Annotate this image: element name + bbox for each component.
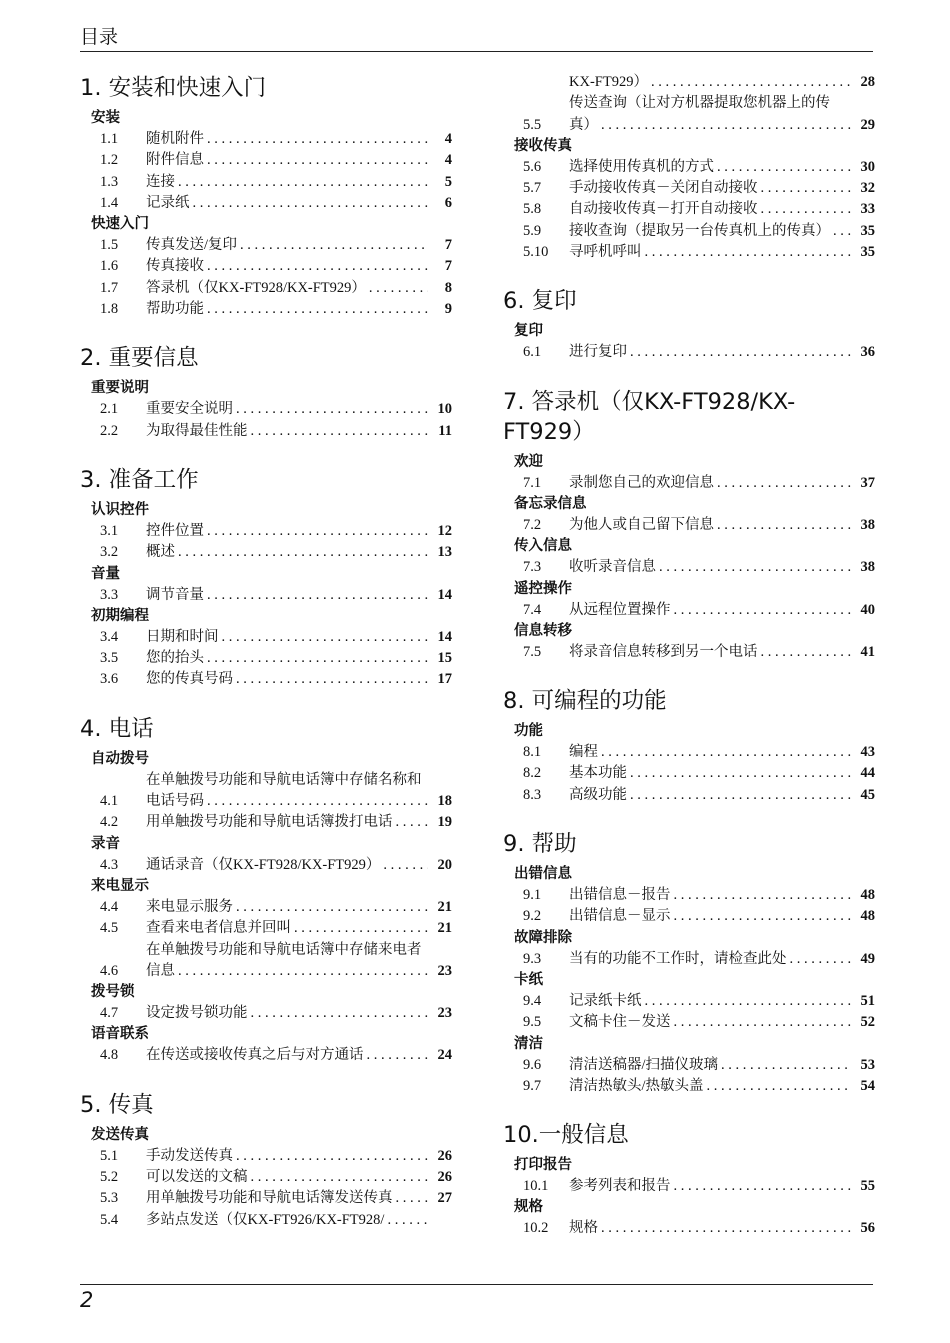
entry-page-number: 21 xyxy=(428,897,452,918)
entry-title[interactable]: 随机附件 . . . xyxy=(146,129,428,150)
toc-entry[interactable] xyxy=(80,521,452,542)
toc-entry[interactable] xyxy=(80,1003,452,1024)
entry-title[interactable]: 清洁热敏头/热敏头盖 . . . xyxy=(569,1076,851,1097)
entry-title[interactable]: 基本功能 . . . xyxy=(569,763,851,784)
entry-title[interactable]: 当有的功能不工作时，请检查此处 . . . xyxy=(569,949,851,970)
toc-chapter xyxy=(80,456,452,691)
entry-title[interactable]: 出错信息－报告 . . . xyxy=(569,885,851,906)
entry-title[interactable]: 调节音量 . . . xyxy=(146,585,428,606)
entry-page-number: 38 xyxy=(851,557,875,578)
toc-entry[interactable] xyxy=(503,949,875,970)
footer-rule xyxy=(80,1284,873,1285)
toc-entry[interactable] xyxy=(503,763,875,784)
toc-entry[interactable] xyxy=(80,1188,452,1209)
entry-title[interactable]: 为取得最佳性能 . . . xyxy=(146,421,428,442)
toc-entry[interactable] xyxy=(503,991,875,1012)
entry-number: 9.2 xyxy=(523,908,542,925)
entry-number: 9.5 xyxy=(523,1014,542,1031)
entry-number: 8.3 xyxy=(523,786,542,803)
toc-chapter xyxy=(80,334,452,442)
toc-entry[interactable] xyxy=(80,1167,452,1188)
entry-page-number: 23 xyxy=(428,961,452,982)
entry-title[interactable]: 您的传真号码 . . . xyxy=(146,669,428,690)
entry-title[interactable]: 规格 . . . xyxy=(569,1218,851,1239)
entry-title[interactable]: 出错信息－显示 . . . xyxy=(569,906,851,927)
entry-number: 5.3 xyxy=(100,1190,119,1207)
entry-number: 5.4 xyxy=(100,1211,119,1228)
entry-page-number: 8 xyxy=(428,278,452,299)
toc-entry[interactable] xyxy=(80,421,452,442)
toc-entry[interactable] xyxy=(503,1176,875,1197)
entry-number: 1.2 xyxy=(100,152,119,169)
toc-entry[interactable] xyxy=(80,299,452,320)
toc-entry[interactable] xyxy=(80,812,452,833)
entry-title[interactable]: 寻呼机呼叫 . . . xyxy=(569,242,851,263)
entry-number: 1.3 xyxy=(100,173,119,190)
toc-entry[interactable] xyxy=(80,627,452,648)
entry-title[interactable]: 清洁送稿器/扫描仪玻璃 . . . xyxy=(569,1055,851,1076)
toc-chapter xyxy=(503,1111,875,1240)
entry-title[interactable]: 设定拨号锁功能 . . . xyxy=(146,1003,428,1024)
entry-title[interactable]: 连接 . . . xyxy=(146,172,428,193)
toc-entry[interactable] xyxy=(80,256,452,277)
toc-entry[interactable] xyxy=(80,150,452,171)
toc-entry[interactable] xyxy=(503,72,875,93)
entry-page-number: 24 xyxy=(428,1045,452,1066)
entry-title[interactable]: 您的抬头 . . . xyxy=(146,648,428,669)
entry-number: 8.2 xyxy=(523,765,542,782)
entry-page-number: 21 xyxy=(428,918,452,939)
entry-page-number: 40 xyxy=(851,600,875,621)
entry-number: 4.7 xyxy=(100,1005,119,1022)
entry-number: 5.7 xyxy=(523,180,542,197)
section-heading: 音量 xyxy=(91,565,120,582)
entry-page-number: 23 xyxy=(428,1003,452,1024)
entry-number: 10.2 xyxy=(523,1220,549,1237)
toc-entry[interactable] xyxy=(80,1045,452,1066)
chapter-title: 6. 复印 xyxy=(503,288,577,315)
toc-chapter xyxy=(503,72,875,263)
entry-page-number: 38 xyxy=(851,515,875,536)
entry-number: 7.5 xyxy=(523,643,542,660)
toc-entry[interactable] xyxy=(503,199,875,220)
section-heading: 规格 xyxy=(514,1199,543,1216)
entry-number: 9.1 xyxy=(523,887,542,904)
entry-number: 4.1 xyxy=(100,793,119,810)
entry-number: 3.4 xyxy=(100,628,119,645)
entry-number: 5.1 xyxy=(100,1147,119,1164)
entry-page-number: 51 xyxy=(851,991,875,1012)
entry-page-number: 18 xyxy=(428,791,452,812)
chapter-title: 1. 安装和快速入门 xyxy=(80,75,267,101)
entry-number: 1.4 xyxy=(100,194,119,211)
entry-title[interactable]: 高级功能 . . . xyxy=(569,785,851,806)
entry-title[interactable]: 将录音信息转移到另一个电话 . . . xyxy=(569,642,851,663)
entry-title[interactable]: 手动接收传真－关闭自动接收 . . . xyxy=(569,178,851,199)
section-heading: 认识控件 xyxy=(91,501,149,518)
section-heading: 自动拨号 xyxy=(91,750,149,767)
entry-page-number: 35 xyxy=(851,242,875,263)
toc-entry[interactable] xyxy=(80,897,452,918)
entry-page-number: 48 xyxy=(851,906,875,927)
toc-entry[interactable] xyxy=(503,93,875,136)
entry-title[interactable]: 来电显示服务 . . . xyxy=(146,897,428,918)
entry-page-number: 15 xyxy=(428,648,452,669)
entry-page-number: 36 xyxy=(851,342,875,363)
entry-title[interactable]: 用单触拨号功能和导航电话簿发送传真 . . . xyxy=(146,1188,428,1209)
toc-entry[interactable] xyxy=(80,1210,452,1231)
entry-number: 7.2 xyxy=(523,516,542,533)
section-heading: 信息转移 xyxy=(514,622,572,639)
entry-page-number: 43 xyxy=(851,742,875,763)
entry-page-number: 28 xyxy=(851,72,875,93)
entry-number: 4.2 xyxy=(100,814,119,831)
section-heading: 故障排除 xyxy=(514,929,572,946)
entry-title[interactable]: 传送查询（让对方机器提取您机器上的传真） . . . xyxy=(569,93,851,136)
entry-number: 9.6 xyxy=(523,1056,542,1073)
toc-entry[interactable] xyxy=(80,399,452,420)
entry-number: 5.8 xyxy=(523,201,542,218)
toc-entry[interactable] xyxy=(80,855,452,876)
toc-entry[interactable] xyxy=(80,669,452,690)
entry-page-number: 48 xyxy=(851,885,875,906)
section-heading: 欢迎 xyxy=(514,453,543,470)
entry-number: 3.3 xyxy=(100,586,119,603)
toc-entry[interactable] xyxy=(80,542,452,563)
entry-page-number: 4 xyxy=(428,129,452,150)
entry-title[interactable]: 在传送或接收传真之后与对方通话 . . . xyxy=(146,1045,428,1066)
entry-number: 1.8 xyxy=(100,301,119,318)
toc-chapter xyxy=(80,705,452,1067)
entry-title[interactable]: 手动发送传真 . . . xyxy=(146,1146,428,1167)
entry-page-number: 27 xyxy=(428,1188,452,1209)
chapter-title: 5. 传真 xyxy=(80,1091,154,1118)
toc-entry[interactable] xyxy=(503,473,875,494)
section-heading: 出错信息 xyxy=(514,866,572,883)
entry-number: 4.6 xyxy=(100,962,119,979)
entry-title[interactable]: 通话录音（仅KX-FT928/KX-FT929） . . . xyxy=(146,855,428,876)
entry-page-number: 35 xyxy=(851,221,875,242)
entry-page-number: 11 xyxy=(428,421,452,442)
entry-page-number: 4 xyxy=(428,150,452,171)
toc-entry[interactable] xyxy=(80,193,452,214)
entry-page-number: 41 xyxy=(851,642,875,663)
chapter-title: 8. 可编程的功能 xyxy=(503,688,667,715)
toc-entry[interactable] xyxy=(503,242,875,263)
entry-page-number: 45 xyxy=(851,785,875,806)
toc-chapter xyxy=(80,64,452,320)
page-header-title: 目录 xyxy=(80,26,119,48)
section-heading: 功能 xyxy=(514,723,543,740)
entry-number: 2.2 xyxy=(100,422,119,439)
entry-number: 7.1 xyxy=(523,474,542,491)
entry-title[interactable]: 参考列表和报告 . . . xyxy=(569,1176,851,1197)
toc-column-right xyxy=(503,64,875,1254)
entry-number: 3.5 xyxy=(100,650,119,667)
entry-title[interactable]: 接收查询（提取另一台传真机上的传真） . . . xyxy=(569,221,851,242)
entry-title[interactable]: 在单触拨号功能和导航电话簿中存储名称和电话号码 . . . xyxy=(146,770,428,813)
section-heading: 初期编程 xyxy=(91,607,149,624)
toc-chapter xyxy=(503,677,875,806)
entry-number: 9.4 xyxy=(523,992,542,1009)
entry-number: 4.3 xyxy=(100,856,119,873)
entry-title[interactable]: 控件位置 . . . xyxy=(146,521,428,542)
entry-title[interactable]: 查看来电者信息并回叫 . . . xyxy=(146,918,428,939)
entry-page-number: 33 xyxy=(851,199,875,220)
entry-title[interactable]: 传真发送/复印 . . . xyxy=(146,235,428,256)
entry-title[interactable]: 进行复印 . . . xyxy=(569,342,851,363)
entry-number: 1.6 xyxy=(100,258,119,275)
toc-entry[interactable] xyxy=(80,918,452,939)
section-heading: 备忘录信息 xyxy=(514,495,587,512)
toc-entry[interactable] xyxy=(80,172,452,193)
entry-title[interactable]: 选择使用传真机的方式 . . . xyxy=(569,157,851,178)
section-heading: 来电显示 xyxy=(91,877,149,894)
toc-entry[interactable] xyxy=(503,342,875,363)
entry-page-number: 6 xyxy=(428,193,452,214)
entry-title[interactable]: 附件信息 . . . xyxy=(146,150,428,171)
page-number: 2 xyxy=(80,1288,94,1312)
entry-title[interactable]: 为他人或自己留下信息 . . . xyxy=(569,515,851,536)
section-heading: 复印 xyxy=(514,323,543,340)
entry-page-number: 20 xyxy=(428,855,452,876)
entry-title[interactable]: 重要安全说明 . . . xyxy=(146,399,428,420)
entry-number: 4.4 xyxy=(100,898,119,915)
entry-page-number: 9 xyxy=(428,299,452,320)
entry-page-number: 55 xyxy=(851,1176,875,1197)
toc-entry[interactable] xyxy=(503,221,875,242)
toc-entry[interactable] xyxy=(503,785,875,806)
entry-number: 3.1 xyxy=(100,522,119,539)
entry-title[interactable]: 收听录音信息 . . . xyxy=(569,557,851,578)
entry-title[interactable]: 概述 . . . xyxy=(146,542,428,563)
entry-number: 1.5 xyxy=(100,237,119,254)
toc-chapter xyxy=(503,277,875,363)
entry-page-number: 44 xyxy=(851,763,875,784)
toc-entry[interactable] xyxy=(503,557,875,578)
header-rule xyxy=(80,51,873,52)
entry-page-number: 56 xyxy=(851,1218,875,1239)
entry-title[interactable]: 可以发送的文稿 . . . xyxy=(146,1167,428,1188)
section-heading: 拨号锁 xyxy=(91,984,135,1001)
entry-title[interactable]: 传真接收 . . . xyxy=(146,256,428,277)
section-heading: 录音 xyxy=(91,835,120,852)
section-heading: 打印报告 xyxy=(514,1157,572,1174)
toc-entry[interactable] xyxy=(503,885,875,906)
toc-entry[interactable] xyxy=(503,906,875,927)
entry-page-number: 26 xyxy=(428,1167,452,1188)
entry-page-number: 7 xyxy=(428,256,452,277)
toc-entry[interactable] xyxy=(503,515,875,536)
entry-page-number: 19 xyxy=(428,812,452,833)
section-heading: 遥控操作 xyxy=(514,580,572,597)
entry-number: 5.6 xyxy=(523,158,542,175)
entry-title[interactable]: 录制您自己的欢迎信息 . . . xyxy=(569,473,851,494)
toc-chapter xyxy=(80,1081,452,1231)
entry-number: 7.4 xyxy=(523,601,542,618)
entry-number: 9.7 xyxy=(523,1077,542,1094)
entry-number: 5.5 xyxy=(523,116,542,133)
entry-number: 5.2 xyxy=(100,1169,119,1186)
chapter-title: 2. 重要信息 xyxy=(80,345,199,372)
section-heading: 发送传真 xyxy=(91,1126,149,1143)
entry-page-number: 13 xyxy=(428,542,452,563)
entry-number: 10.1 xyxy=(523,1178,549,1195)
entry-title[interactable]: 记录纸 . . . xyxy=(146,193,428,214)
entry-number: 3.2 xyxy=(100,544,119,561)
entry-page-number: 12 xyxy=(428,521,452,542)
entry-page-number: 26 xyxy=(428,1146,452,1167)
toc-entry[interactable] xyxy=(80,940,452,983)
entry-title[interactable]: 帮助功能 . . . xyxy=(146,299,428,320)
chapter-title: 9. 帮助 xyxy=(503,831,577,858)
entry-number: 7.3 xyxy=(523,559,542,576)
entry-title[interactable]: 多站点发送（仅KX-FT926/KX-FT928/ . . . xyxy=(146,1210,428,1231)
entry-page-number: 14 xyxy=(428,627,452,648)
toc-chapter xyxy=(503,378,875,663)
chapter-title: 10.一般信息 xyxy=(503,1122,629,1149)
section-heading: 快速入门 xyxy=(91,216,149,233)
toc-entry[interactable] xyxy=(503,1055,875,1076)
entry-title[interactable]: 自动接收传真－打开自动接收 . . . xyxy=(569,199,851,220)
entry-title[interactable]: 记录纸卡纸 . . . xyxy=(569,991,851,1012)
section-heading: 安装 xyxy=(91,110,120,126)
entry-page-number: 5 xyxy=(428,172,452,193)
entry-title[interactable]: 在单触拨号功能和导航电话簿中存储来电者信息 . . . xyxy=(146,940,428,983)
entry-page-number: 32 xyxy=(851,178,875,199)
entry-number: 5.10 xyxy=(523,244,549,261)
entry-page-number: 17 xyxy=(428,669,452,690)
toc-entry[interactable] xyxy=(503,600,875,621)
entry-number: 1.1 xyxy=(100,131,119,147)
toc-entry[interactable] xyxy=(80,278,452,299)
entry-number: 8.1 xyxy=(523,744,542,761)
entry-title[interactable]: 答录机（仅KX-FT928/KX-FT929） . . . xyxy=(146,278,428,299)
section-heading: 卡纸 xyxy=(514,971,543,988)
toc-entry[interactable] xyxy=(503,178,875,199)
entry-page-number: 7 xyxy=(428,235,452,256)
toc-column-left xyxy=(80,64,452,1245)
toc-entry[interactable] xyxy=(80,129,452,150)
section-heading: 语音联系 xyxy=(91,1026,149,1043)
toc-entry[interactable] xyxy=(503,1218,875,1239)
section-heading: 重要说明 xyxy=(91,380,149,397)
entry-page-number: 37 xyxy=(851,473,875,494)
entry-number: 6.1 xyxy=(523,344,542,361)
toc-entry[interactable] xyxy=(503,157,875,178)
entry-page-number: 14 xyxy=(428,585,452,606)
entry-page-number: 54 xyxy=(851,1076,875,1097)
entry-title[interactable]: 从远程位置操作 . . . xyxy=(569,600,851,621)
entry-title[interactable]: 用单触拨号功能和导航电话簿拨打电话 . . . xyxy=(146,812,428,833)
toc-entry[interactable] xyxy=(80,648,452,669)
toc-entry[interactable] xyxy=(503,642,875,663)
toc-entry[interactable] xyxy=(80,585,452,606)
entry-page-number: 10 xyxy=(428,399,452,420)
toc-chapter xyxy=(503,820,875,1097)
entry-page-number: 49 xyxy=(851,949,875,970)
toc-entry[interactable] xyxy=(80,1146,452,1167)
toc-entry[interactable] xyxy=(80,770,452,813)
entry-title[interactable]: KX-FT929） . . . xyxy=(569,72,851,93)
entry-page-number: 29 xyxy=(851,115,875,136)
toc-entry[interactable] xyxy=(503,1012,875,1033)
chapter-title: 7. 答录机（仅KX-FT928/KX-FT929） xyxy=(503,388,796,445)
entry-number: 1.7 xyxy=(100,279,119,296)
entry-number: 2.1 xyxy=(100,401,119,418)
entry-page-number: 30 xyxy=(851,157,875,178)
toc-entry[interactable] xyxy=(80,235,452,256)
entry-title[interactable]: 编程 . . . xyxy=(569,742,851,763)
section-heading: 清洁 xyxy=(514,1035,543,1052)
entry-number: 3.6 xyxy=(100,671,119,688)
toc-entry[interactable] xyxy=(503,1076,875,1097)
chapter-title: 4. 电话 xyxy=(80,715,154,742)
entry-title[interactable]: 日期和时间 . . . xyxy=(146,627,428,648)
entry-number: 5.9 xyxy=(523,222,542,239)
entry-page-number: 52 xyxy=(851,1012,875,1033)
toc-entry[interactable] xyxy=(503,742,875,763)
section-heading: 接收传真 xyxy=(514,137,572,154)
entry-number: 4.5 xyxy=(100,920,119,937)
entry-number: 4.8 xyxy=(100,1047,119,1064)
entry-number: 9.3 xyxy=(523,950,542,967)
entry-page-number: 53 xyxy=(851,1055,875,1076)
section-heading: 传入信息 xyxy=(514,538,572,555)
entry-title[interactable]: 文稿卡住－发送 . . . xyxy=(569,1012,851,1033)
chapter-title: 3. 准备工作 xyxy=(80,466,199,493)
